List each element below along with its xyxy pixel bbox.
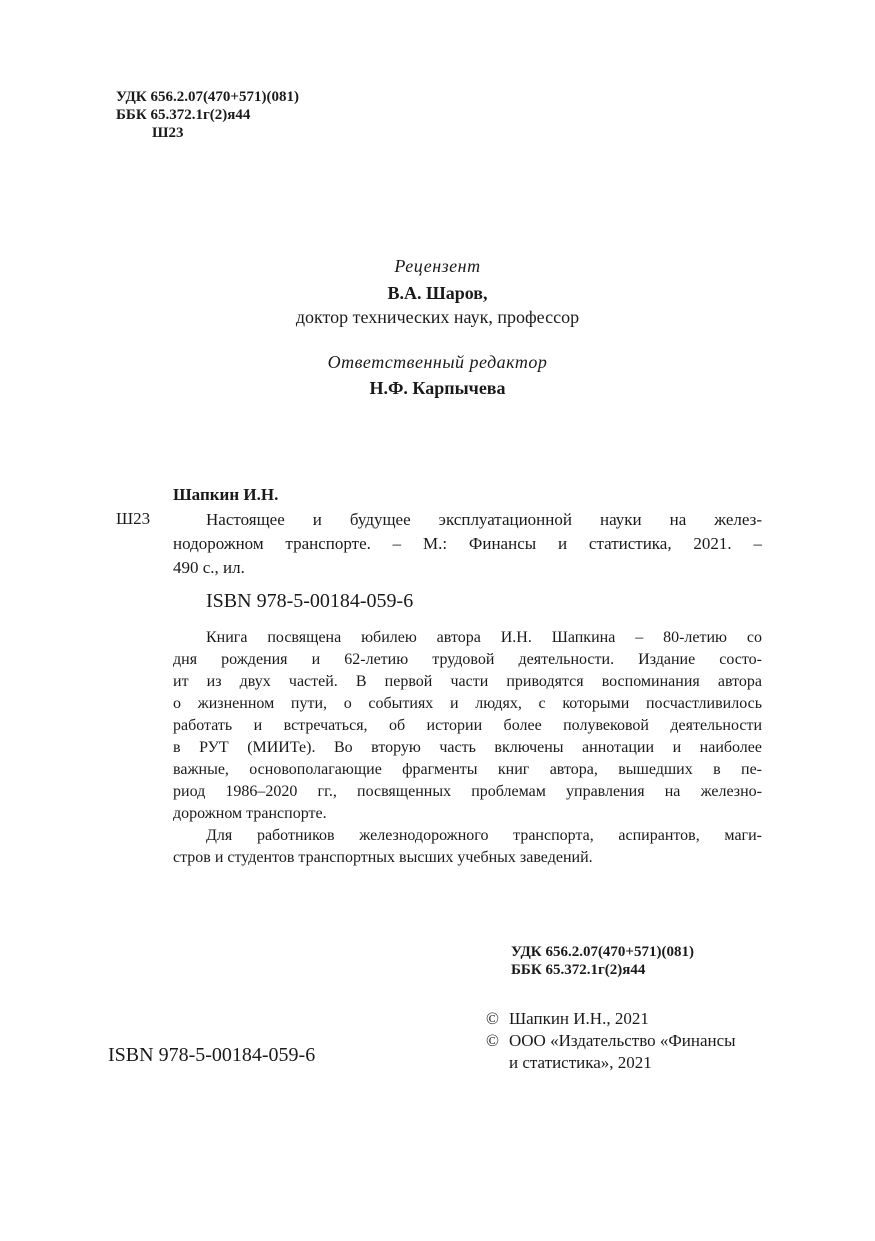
bbk-code: ББК 65.372.1г(2)я44 bbox=[116, 107, 251, 123]
footer-bbk-code: ББК 65.372.1г(2)я44 bbox=[511, 962, 646, 978]
copyright-holder-author: Шапкин И.Н., 2021 bbox=[509, 1009, 649, 1028]
copyright-holder-publisher-cont: и статистика», 2021 bbox=[509, 1053, 652, 1072]
bibliography-isbn: ISBN 978-5-00184-059-6 bbox=[206, 590, 414, 612]
annotation-line: работать и встречаться, об истории более полувековой деятельности bbox=[173, 717, 762, 734]
copyright-icon: © bbox=[486, 1009, 499, 1028]
annotation-line: дня рождения и 62-летию трудовой деятельности. Издание состо- bbox=[173, 651, 762, 668]
footer-udk-code: УДК 656.2.07(470+571)(081) bbox=[511, 944, 694, 960]
annotation-line: дорожном транспорте. bbox=[173, 805, 327, 822]
bibliography-line: 490 с., ил. bbox=[173, 558, 245, 577]
copyright-icon: © bbox=[486, 1031, 499, 1050]
bibliography-author-mark: Ш23 bbox=[116, 509, 151, 528]
annotation-line: стров и студентов транспортных высших учебных заведений. bbox=[173, 849, 593, 866]
bibliography-line: нодорожном транспорте. – М.: Финансы и статистика, 2021. – bbox=[173, 534, 762, 553]
annotation-line: важные, основополагающие фрагменты книг автора, вышедших в пе- bbox=[173, 761, 762, 778]
editor-role: Ответственный редактор bbox=[327, 352, 548, 372]
editor-name: Н.Ф. Карпычева bbox=[369, 378, 506, 398]
bibliography-line: Настоящее и будущее эксплуатационной науки на желез- bbox=[206, 510, 762, 529]
annotation-line: Книга посвящена юбилею автора И.Н. Шапкина – 80-летию со bbox=[206, 629, 762, 646]
reviewer-role: Рецензент bbox=[394, 256, 481, 276]
copyright-line bbox=[486, 1030, 736, 1052]
footer-isbn: ISBN 978-5-00184-059-6 bbox=[108, 1044, 316, 1066]
copyright-line bbox=[486, 1008, 736, 1030]
annotation-line: о жизненном пути, о событиях и людях, с которыми посчастливилось bbox=[173, 695, 762, 712]
reviewer-title: доктор технических наук, профессор bbox=[295, 307, 580, 327]
annotation bbox=[173, 627, 762, 869]
author-mark: Ш23 bbox=[152, 125, 184, 141]
annotation-line: в РУТ (МИИТе). Во вторую часть включены аннотации и наиболее bbox=[173, 739, 762, 756]
udk-code: УДК 656.2.07(470+571)(081) bbox=[116, 89, 299, 105]
copyright-block bbox=[486, 1008, 736, 1074]
bibliography-description bbox=[173, 508, 762, 580]
copyright-holder-publisher: ООО «Издательство «Финансы bbox=[509, 1031, 736, 1050]
bibliography-author: Шапкин И.Н. bbox=[173, 485, 279, 504]
header-classification-codes bbox=[116, 88, 299, 142]
annotation-line: ит из двух частей. В первой части приводятся воспоминания автора bbox=[173, 673, 762, 690]
footer-classification-codes bbox=[511, 943, 694, 979]
annotation-line: Для работников железнодорожного транспорта, аспирантов, маги- bbox=[206, 827, 762, 844]
annotation-line: риод 1986–2020 гг., посвященных проблемам управления на железно- bbox=[173, 783, 762, 800]
reviewer-name: В.А. Шаров, bbox=[387, 283, 488, 303]
